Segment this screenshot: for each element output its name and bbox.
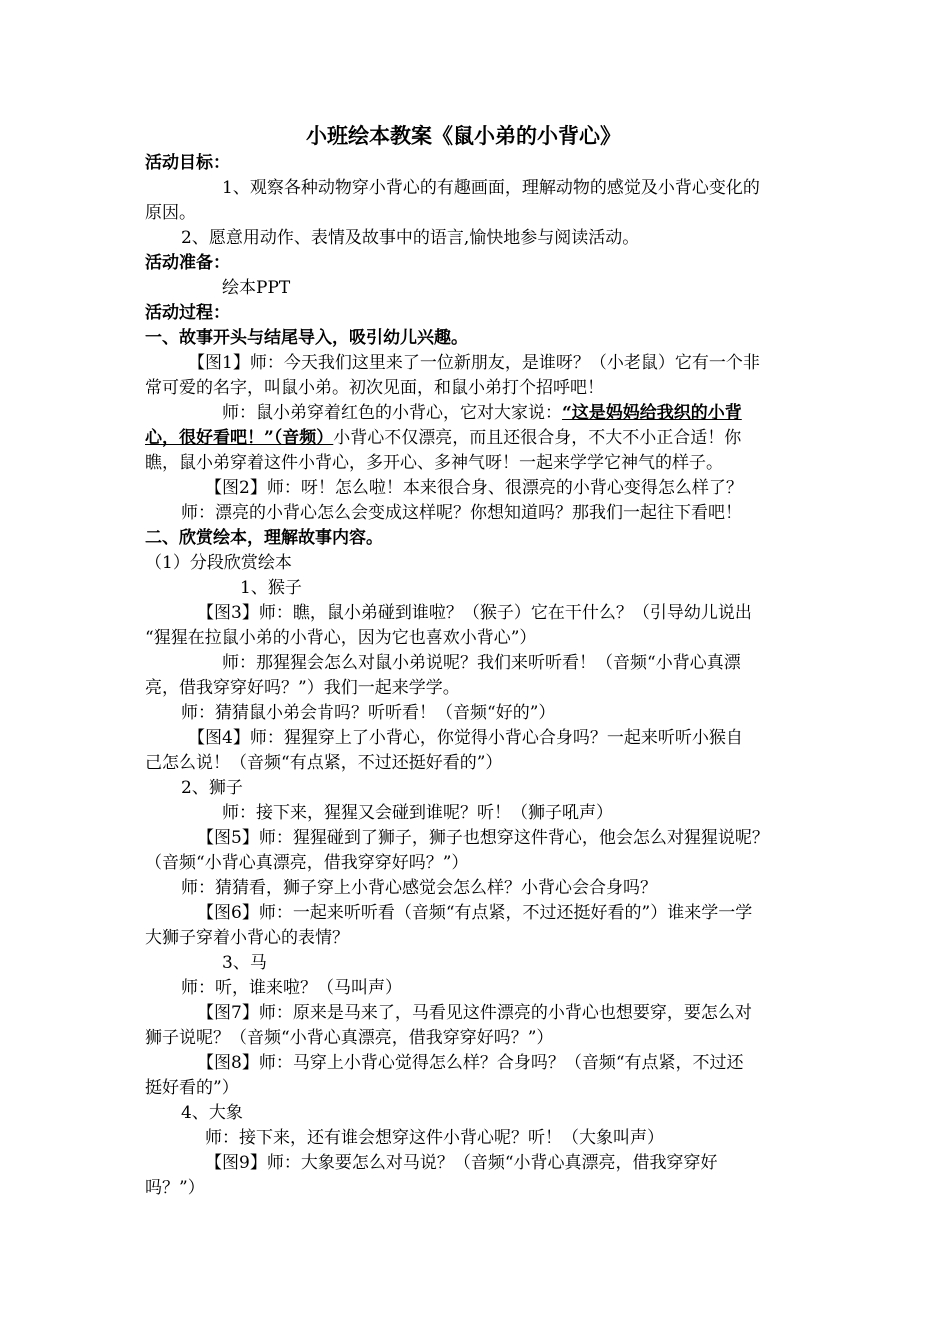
quote-underlined: “这是妈妈给我织的小背 — [562, 403, 742, 423]
section-horse-title: 3、马 — [222, 953, 267, 973]
document-title: 小班绘本教案《鼠小弟的小背心》 — [306, 123, 621, 148]
part1-heading: 一、故事开头与结尾导入，吸引幼儿兴趣。 — [145, 328, 468, 348]
lion-paragraph-4-cont: 大狮子穿着小背心的表情？ — [145, 928, 349, 948]
section-lion-title: 2、狮子 — [181, 778, 243, 798]
part1-paragraph-2-cont — [145, 426, 741, 450]
monkey-paragraph-4: 【图4】师：猩猩穿上了小背心，你觉得小背心合身吗？一起来听听小猴自 — [188, 728, 743, 748]
lion-paragraph-3: 师：猜猜看，狮子穿上小背心感觉会怎么样？小背心会合身吗？ — [181, 878, 657, 898]
lion-paragraph-2: 【图5】师：猩猩碰到了狮子，狮子也想穿这件背心，他会怎么对猩猩说呢？ — [197, 828, 769, 848]
monkey-paragraph-2-cont: 亮，借我穿穿好吗？”）我们一起来学学。 — [145, 678, 460, 698]
monkey-paragraph-1: 【图3】师：瞧，鼠小弟碰到谁啦？（猴子）它在干什么？（引导幼儿说出 — [197, 603, 752, 623]
horse-paragraph-3-cont: 挺好看的”） — [145, 1078, 239, 1098]
part2-heading: 二、欣赏绘本，理解故事内容。 — [145, 528, 383, 548]
goal-item-2: 2、愿意用动作、表情及故事中的语言,愉快地参与阅读活动。 — [181, 228, 640, 248]
elephant-paragraph-2: 【图9】师：大象要怎么对马说？（音频“小背心真漂亮，借我穿穿好 — [205, 1153, 718, 1173]
monkey-paragraph-1-cont: “猩猩在拉鼠小弟的小背心，因为它也喜欢小背心”） — [145, 628, 537, 648]
monkey-paragraph-2: 师：那猩猩会怎么对鼠小弟说呢？我们来听听看！（音频“小背心真漂 — [222, 653, 741, 673]
horse-paragraph-1: 师：听，谁来啦？（马叫声） — [181, 978, 402, 998]
process-heading: 活动过程： — [145, 303, 230, 323]
part1-paragraph-4: 师：漂亮的小背心怎么会变成这样呢？你想知道吗？那我们一起往下看吧！ — [181, 503, 742, 523]
section-monkey-title: 1、猴子 — [240, 578, 302, 598]
lion-paragraph-4: 【图6】师：一起来听听看（音频“有点紧，不过还挺好看的”）谁来学一学 — [197, 903, 753, 923]
section-elephant-title: 4、大象 — [181, 1103, 243, 1123]
horse-paragraph-2-cont: 狮子说呢？（音频“小背心真漂亮，借我穿穿好吗？”） — [145, 1028, 554, 1048]
horse-paragraph-3: 【图8】师：马穿上小背心觉得怎么样？合身吗？（音频“有点紧，不过还 — [197, 1053, 744, 1073]
goals-heading: 活动目标： — [145, 153, 230, 173]
elephant-paragraph-1: 师：接下来，还有谁会想穿这件小背心呢？听！（大象叫声） — [205, 1128, 664, 1148]
part1-paragraph-2-tail: 小背心不仅漂亮，而且还很合身，不大不小正合适！你 — [333, 428, 742, 448]
part1-paragraph-2-end: 瞧，鼠小弟穿着这件小背心，多开心、多神气呀！一起来学学它神气的样子。 — [145, 453, 723, 473]
lion-paragraph-2-cont: （音频“小背心真漂亮，借我穿穿好吗？”） — [145, 853, 469, 873]
part1-paragraph-2 — [222, 401, 742, 425]
part1-paragraph-2-lead: 师：鼠小弟穿着红色的小背心，它对大家说： — [222, 403, 562, 423]
part1-paragraph-1-cont: 常可爱的名字，叫鼠小弟。初次见面，和鼠小弟打个招呼吧！ — [145, 378, 604, 398]
lion-paragraph-1: 师：接下来，猩猩又会碰到谁呢？听！（狮子吼声） — [222, 803, 613, 823]
part2-subheading: （1）分段欣赏绘本 — [145, 553, 292, 573]
quote-underlined-cont: 心，很好看吧！”（音频） — [145, 428, 334, 448]
elephant-paragraph-2-cont: 吗？”） — [145, 1178, 205, 1198]
goal-item-1-cont: 原因。 — [145, 203, 196, 223]
horse-paragraph-2: 【图7】师：原来是马来了，马看见这件漂亮的小背心也想要穿，要怎么对 — [197, 1003, 752, 1023]
prep-item: 绘本PPT — [222, 278, 291, 298]
monkey-paragraph-3: 师：猜猜鼠小弟会肯吗？听听看！（音频“好的”） — [181, 703, 556, 723]
goal-item-1: 1、观察各种动物穿小背心的有趣画面，理解动物的感觉及小背心变化的 — [222, 178, 760, 198]
monkey-paragraph-4-cont: 己怎么说！（音频“有点紧，不过还挺好看的”） — [145, 753, 503, 773]
prep-heading: 活动准备： — [145, 253, 230, 273]
part1-paragraph-1: 【图1】师：今天我们这里来了一位新朋友，是谁呀？（小老鼠）它有一个非 — [188, 353, 760, 373]
part1-paragraph-3: 【图2】师：呀！怎么啦！本来很合身、很漂亮的小背心变得怎么样了？ — [205, 478, 743, 498]
